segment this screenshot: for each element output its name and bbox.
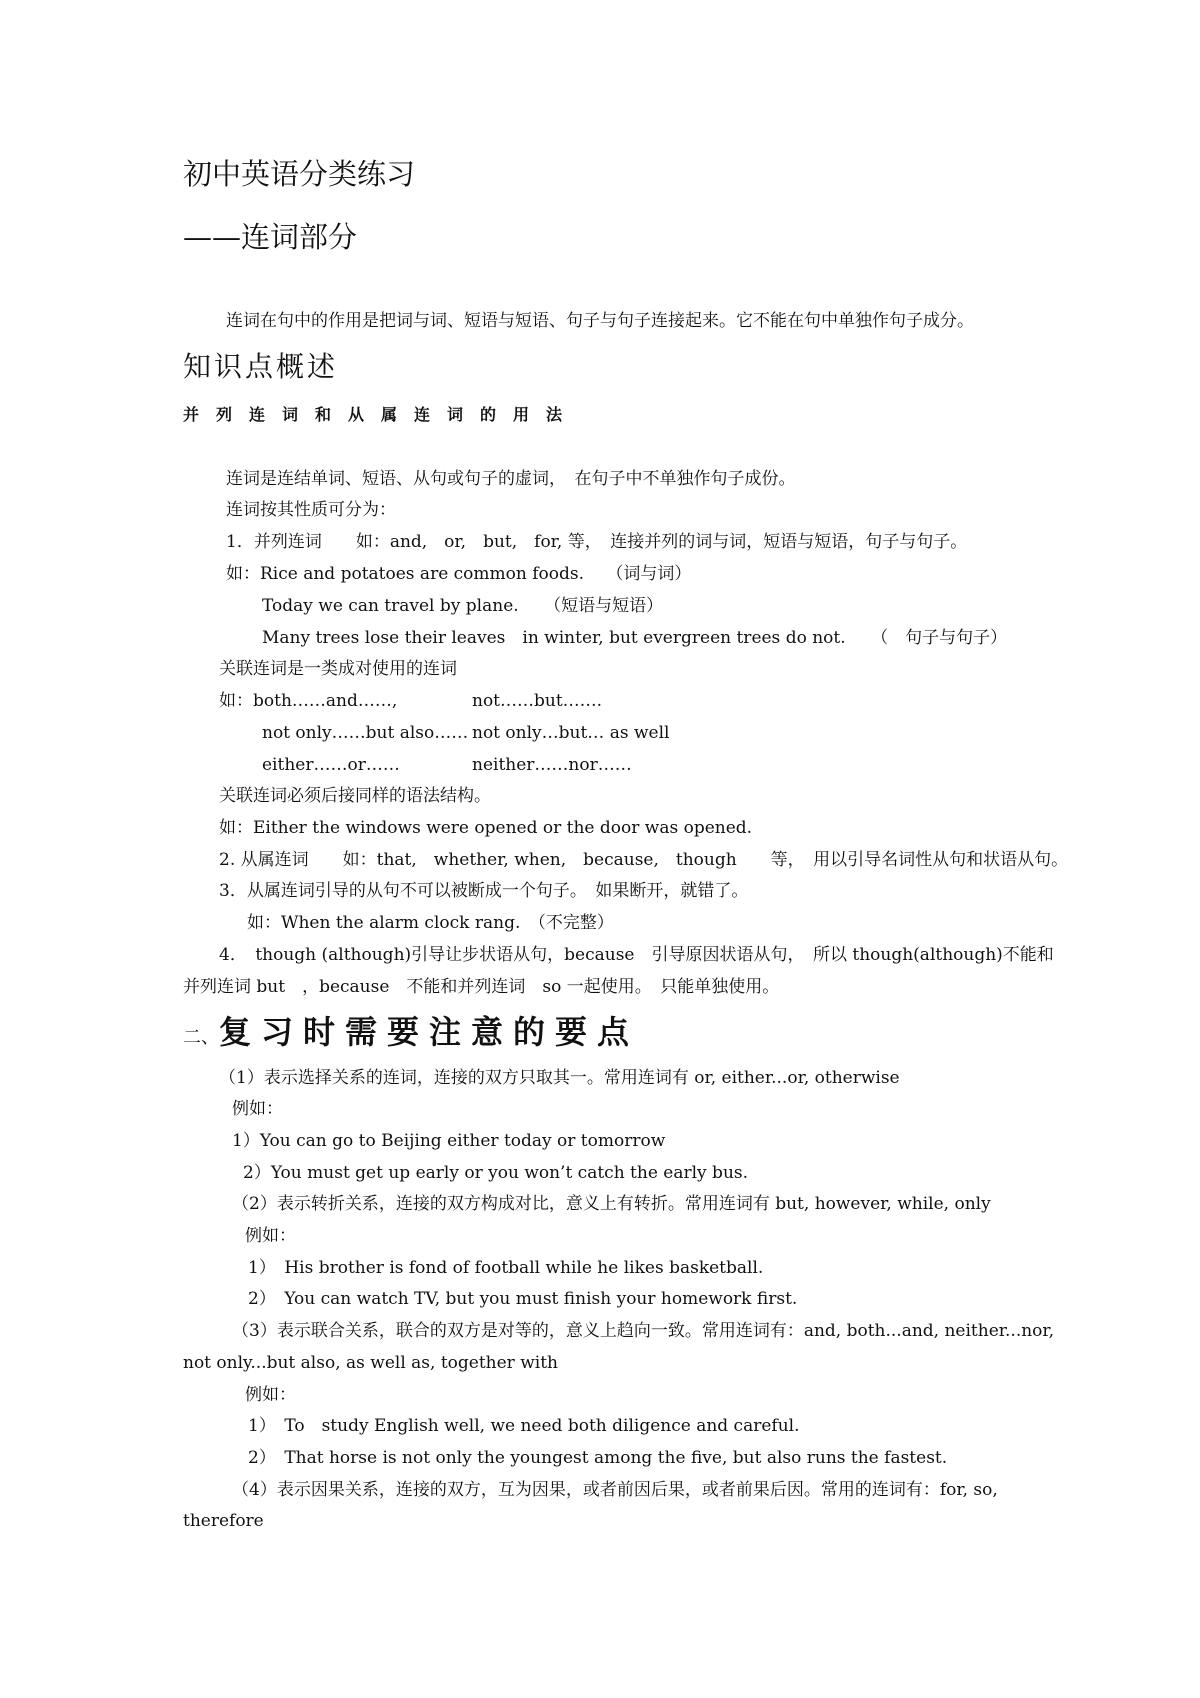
pair-right: not only…but… as well	[472, 723, 670, 743]
example-line: 2）You must get up early or you won’t catch the early bus.	[243, 1163, 749, 1183]
document-title: 初中英语分类练习	[183, 157, 416, 191]
pair-right: not……but…….	[472, 691, 603, 711]
coordinating-conjunctions: 1．并列连词 如：and, or, but, for, 等， 连接并列的词与词，短语与短语，句子与句子。	[226, 532, 968, 552]
example-line: Today we can travel by plane. （短语与短语）	[262, 596, 664, 616]
example-label: 例如：	[245, 1226, 296, 1246]
correlative-intro: 关联连词是一类成对使用的连词	[219, 659, 457, 679]
section-number: 二、	[183, 1027, 219, 1048]
pair-right: neither……nor……	[472, 755, 632, 775]
example-line: 1） To study English well, we need both diligence and careful.	[248, 1416, 800, 1436]
example-line: 1）You can go to Beijing either today or tomorrow	[232, 1131, 666, 1151]
subordinating-conjunctions: 2. 从属连词 如：that, whether, when, because, though 等， 用以引导名词性从句和状语从句。	[219, 850, 1069, 870]
example-line: 2） That horse is not only the youngest among the five, but also runs the fastest.	[248, 1448, 948, 1468]
usage-heading: 并列连词和从属连词的用法	[183, 405, 580, 424]
grammar-rule: 关联连词必须后接同样的语法结构。	[219, 786, 491, 806]
clause-rule: 3．从属连词引导的从句不可以被断成一个句子。 如果断开，就错了。	[219, 881, 749, 901]
intro-paragraph: 连词在句中的作用是把词与词、短语与短语、句子与句子连接起来。它不能在句中单独作句子成分。	[226, 311, 974, 331]
example-label: 例如：	[232, 1099, 283, 1119]
choice-relation: （1）表示选择关系的连词，连接的双方只取其一。常用连词有 or, either...or, otherwise	[219, 1068, 900, 1088]
pair-left: either……or……	[262, 755, 400, 775]
coordination-relation: （3）表示联合关系，联合的双方是对等的，意义上趋向一致。常用连词有：and, both...and, neither...nor,	[232, 1321, 1055, 1341]
example-label: 例如：	[245, 1385, 296, 1405]
section-two-heading	[183, 1010, 639, 1060]
document-subtitle: ——连词部分	[183, 220, 358, 254]
example-line: Many trees lose their leaves in winter, but evergreen trees do not. （ 句子与句子）	[262, 628, 1008, 648]
example-line: 2） You can watch TV, but you must finish your homework first.	[248, 1289, 798, 1309]
classification-intro: 连词按其性质可分为：	[226, 500, 396, 520]
pair-left: not only……but also……	[262, 723, 469, 743]
pair-left: 如：both……and……,	[219, 691, 398, 711]
though-because-rule: 4． though (although)引导让步状语从句，because 引导原因状语从句， 所以 though(although)不能和	[219, 945, 1054, 965]
coordination-relation-cont: not only...but also, as well as, together with	[183, 1353, 558, 1373]
example-line: 如：When the alarm clock rang. （不完整）	[247, 913, 614, 933]
though-because-rule-cont: 并列连词 but ，because 不能和并列连词 so 一起使用。 只能单独使用。	[183, 977, 780, 997]
example-line: 如：Either the windows were opened or the door was opened.	[219, 818, 753, 838]
example-line: 1） His brother is fond of football while he likes basketball.	[248, 1258, 764, 1278]
cause-effect-relation-cont: therefore	[183, 1511, 264, 1531]
overview-heading: 知识点概述	[183, 350, 339, 383]
section-title: 复习时需要注意的要点	[219, 1013, 640, 1051]
contrast-relation: （2）表示转折关系，连接的双方构成对比，意义上有转折。常用连词有 but, however, while, only	[232, 1194, 991, 1214]
example-line: 如：Rice and potatoes are common foods. （词与词）	[226, 564, 692, 584]
conjunction-definition: 连词是连结单词、短语、从句或句子的虚词， 在句子中不单独作句子成份。	[226, 469, 796, 489]
cause-effect-relation: （4）表示因果关系，连接的双方，互为因果，或者前因后果，或者前果后因。常用的连词有：for, so,	[232, 1480, 998, 1500]
